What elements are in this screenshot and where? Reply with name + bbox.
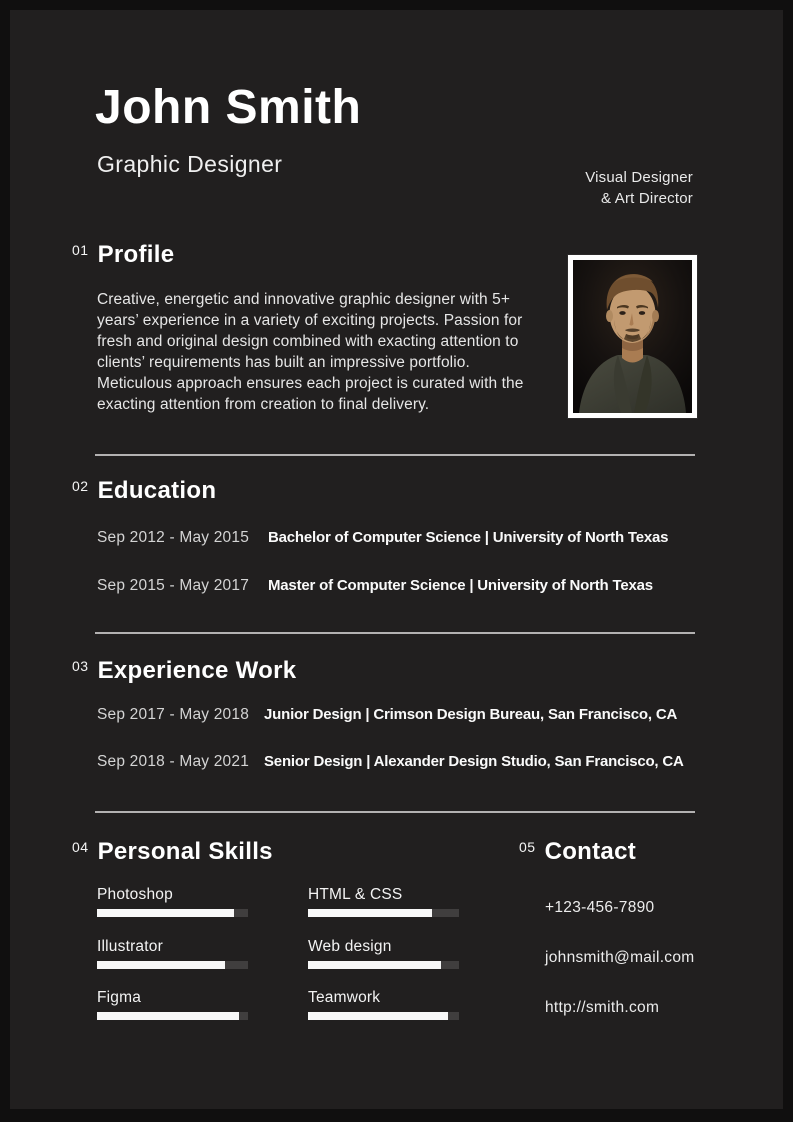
education-dates: Sep 2012 - May 2015 (97, 529, 250, 546)
skill-bar (308, 1012, 459, 1020)
contact-phone: +123-456-7890 (545, 899, 655, 916)
experience-dates: Sep 2018 - May 2021 (97, 753, 250, 770)
contact-website: http://smith.com (545, 999, 660, 1016)
experience-dates: Sep 2017 - May 2018 (97, 706, 250, 723)
portrait-illustration (573, 260, 692, 413)
skill-label: Teamwork (308, 989, 381, 1006)
section-divider (95, 454, 695, 456)
skill-bar (97, 909, 248, 917)
skill-label: HTML & CSS (308, 886, 403, 903)
skill-bar (308, 961, 459, 969)
profile-photo (568, 255, 697, 418)
skill-label: Figma (97, 989, 142, 1006)
section-number: 04 (72, 839, 89, 855)
section-heading-education (72, 477, 216, 505)
skill-bar-fill (308, 961, 441, 969)
skill-label: Photoshop (97, 886, 173, 903)
section-title: Education (97, 477, 217, 504)
section-heading-skills (72, 838, 273, 866)
skill-bar (308, 909, 459, 917)
section-number: 02 (72, 478, 89, 494)
section-title: Profile (97, 241, 175, 268)
section-heading-profile (72, 241, 174, 269)
experience-detail: Junior Design | Crimson Design Bureau, San Francisco, CA (264, 706, 678, 723)
profile-text: Creative, energetic and innovative graphic designer with 5+ years’ experience in a variety of exciting projects. Passion for fresh and original design combined with exacting attention to clients’ requirements has built an impressive portfolio. Meticulous approach ensures each project is curated with the exacting attention from creation to final delivery. (97, 291, 524, 413)
skill-label: Web design (308, 938, 392, 955)
section-divider (95, 632, 695, 634)
section-number: 01 (72, 242, 89, 258)
skill-bar-fill (308, 909, 432, 917)
skill-bar-fill (97, 961, 225, 969)
skill-bar-fill (97, 1012, 239, 1020)
tagline-line-1: Visual Designer (585, 169, 693, 186)
skill-label: Illustrator (97, 938, 163, 955)
education-detail: Bachelor of Computer Science | University of North Texas (268, 529, 669, 546)
section-divider (95, 811, 695, 813)
tagline (585, 167, 693, 209)
education-dates: Sep 2015 - May 2017 (97, 577, 250, 594)
section-title: Personal Skills (97, 838, 273, 865)
experience-detail: Senior Design | Alexander Design Studio, San Francisco, CA (264, 753, 684, 770)
section-number: 03 (72, 658, 89, 674)
skill-bar (97, 961, 248, 969)
section-heading-experience (72, 657, 296, 685)
education-detail: Master of Computer Science | University of North Texas (268, 577, 653, 594)
page-title: John Smith (95, 81, 362, 134)
section-heading-contact (519, 838, 636, 866)
contact-email: johnsmith@mail.com (545, 949, 695, 966)
section-number: 05 (519, 839, 536, 855)
section-title: Contact (544, 838, 637, 865)
skill-bar-fill (308, 1012, 448, 1020)
skill-bar (97, 1012, 248, 1020)
tagline-line-2: & Art Director (601, 190, 693, 207)
role-subtitle: Graphic Designer (97, 151, 283, 177)
section-title: Experience Work (97, 657, 297, 684)
skill-bar-fill (97, 909, 234, 917)
